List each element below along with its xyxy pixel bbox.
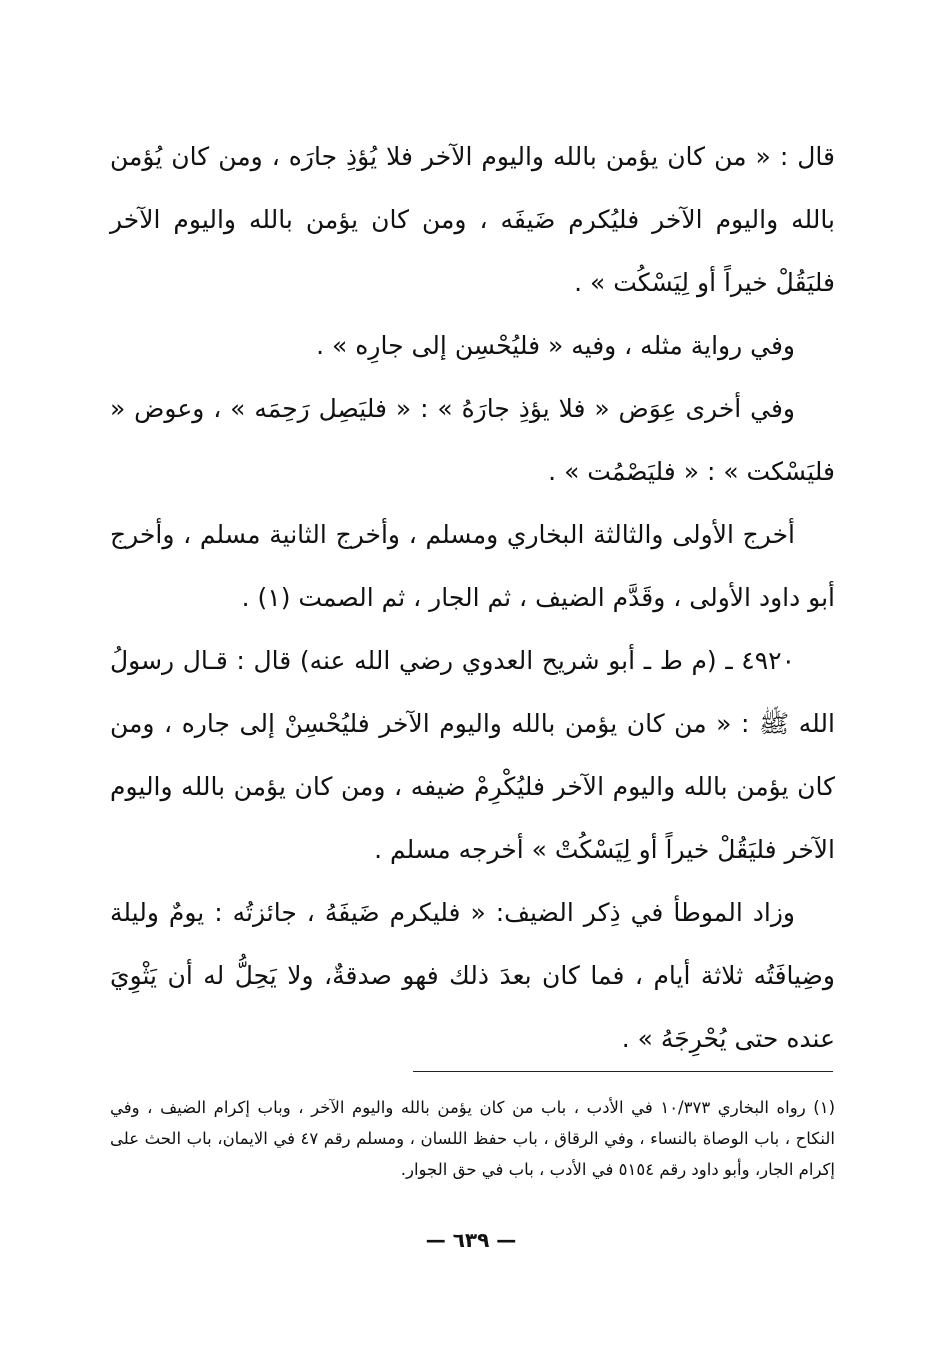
footnotes <box>110 1092 835 1185</box>
paragraph-hadith-text: قال : « من كان يؤمن بالله واليوم الآخر فلا يُؤذِ جارَه ، ومن كان يُؤمن بالله واليوم الآخر فليُكرم ضَيفَه ، ومن كان يؤمن بالله واليوم الآخر فليَقُلْ خيراً أو لِيَسْكُت » . <box>110 142 835 297</box>
paragraph-other-variant: وفي أخرى عِوَض « فلا يؤذِ جارَهُ » : « فليَصِل رَحِمَه » ، وعوض « فليَسْكت » : « فليَصْمُت » . <box>110 394 835 486</box>
paragraph-hadith-4920: ٤٩٢٠ ـ (م ط ـ أبو شريح العدوي رضي الله عنه) قال : قـال رسولُ الله ﷺ : « من كان يؤمن بالله واليوم الآخر فليُحْسِنْ إلى جاره ، ومن كان يؤمن بالله واليوم الآخر فليُكْرِمْ ضيفه ، ومن كان يؤمن بالله واليوم الآخر فليَقُلْ خيراً أو لِيَسْكُتْ » أخرجه مسلم . <box>110 646 835 864</box>
footnote-divider <box>413 1071 833 1072</box>
paragraph-sources: أخرج الأولى والثالثة البخاري ومسلم ، وأخرج الثانية مسلم ، وأخرج أبو داود الأولى ، وقَدَّم الضيف ، ثم الجار ، ثم الصمت (١) . <box>110 520 835 612</box>
main-text <box>110 125 835 1070</box>
footnote-1: (١) رواه البخاري ١٠/٣٧٣ في الأدب ، باب من كان يؤمن بالله واليوم الآخر ، وباب إكرام الضيف ، وفي النكاح ، باب الوصاة بالنساء ، وفي الرقاق ، باب حفظ اللسان ، ومسلم رقم ٤٧ في الايمان، باب الحث على إكرام الجار، وأبو داود رقم ٥١٥٤ في الأدب ، باب في حق الجوار. <box>110 1098 836 1179</box>
paragraph-narration-variant: وفي رواية مثله ، وفيه « فليُحْسِن إلى جارِه » . <box>316 331 795 360</box>
page-number: — ٦٣٩ — <box>425 1228 517 1252</box>
paragraph-muwatta-addition: وزاد الموطأ في ذِكر الضيف: « فليكرم ضَيفَهُ ، جائزتُه : يومٌ وليلة وضِيافَتُه ثلاثة أيام ، فما كان بعدَ ذلك فهو صدقةٌ، ولا يَحِلُّ له أن يَثْوِيَ عنده حتى يُحْرِجَهُ » . <box>110 898 835 1053</box>
